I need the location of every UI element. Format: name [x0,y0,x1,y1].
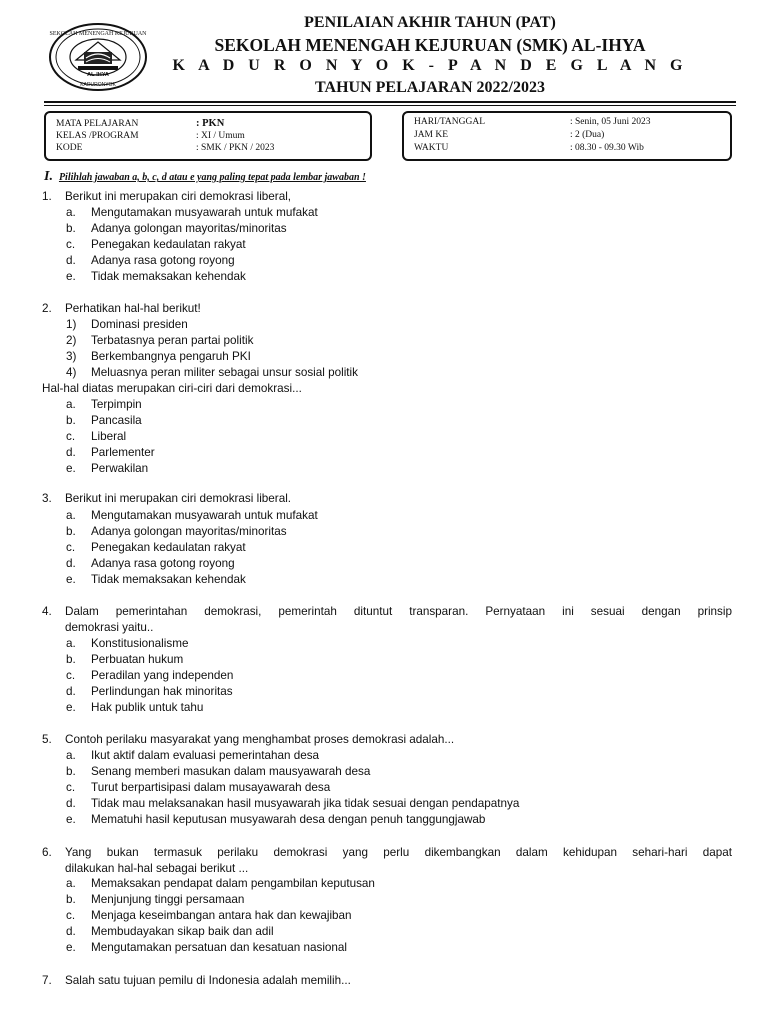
question-number: 5. [42,733,52,746]
logo-ring-text: SEKOLAH MENENGAH KEJURUAN [49,31,147,37]
option-label: d. [66,797,76,810]
option-text: Perlindungan hak minoritas [91,685,233,698]
option-text: Hak publik untuk tahu [91,701,204,714]
option-label: c. [66,781,76,794]
header-rule-thin [44,105,736,106]
option-label: a. [66,398,76,411]
option-text: Turut berpartisipasi dalam musayawarah desa [91,781,331,794]
question-number: 3. [42,492,52,505]
option-text: Adanya rasa gotong royong [91,254,235,267]
option-text: Menjaga keseimbangan antara hak dan kewajiban [91,909,352,922]
header-title-line4: TAHUN PELAJARAN 2022/2023 [315,79,545,96]
info-row [414,130,605,140]
question-text: Dalam pemerintahan demokrasi, pemerintah dituntut transparan. Pernyataan ini sesuai dengan prinsip [65,605,732,618]
option-label: e. [66,941,76,954]
question-text: Salah satu tujuan pemilu di Indonesia adalah memilih... [65,974,351,987]
statement-item [66,317,188,333]
question-number: 4. [42,605,52,618]
option-label: d. [66,685,76,698]
option-text: Tidak memaksakan kehendak [91,270,246,283]
info-label: JAM KE [414,130,449,140]
option [66,892,244,908]
logo-name: AL-IHYA [87,72,109,78]
option [66,572,246,588]
info-row [56,131,245,141]
option [66,397,142,413]
info-value: : SMK / PKN / 2023 [196,143,275,153]
question-text: demokrasi yaitu.. [65,621,154,634]
info-label: KODE [56,143,83,153]
question-number: 7. [42,974,52,987]
option-label: d. [66,254,76,267]
instruction-text: Pilihlah jawaban a, b, c, d atau e yang paling tepat pada lembar jawaban ! [58,172,366,183]
question-text: Berikut ini merupakan ciri demokrasi liberal. [65,492,292,505]
info-label: HARI/TANGGAL [414,117,486,127]
option-label: b. [66,765,76,778]
option-text: Konstitusionalisme [91,637,189,650]
option [66,636,188,652]
info-row [414,143,644,153]
option-label: e. [66,270,76,283]
option-label: a. [66,877,76,890]
option [66,540,246,556]
option [66,429,126,445]
info-label: MATA PELAJARAN [56,119,139,129]
logo-place: KADURONYOK [80,82,116,88]
item-text: Berkembangnya pengaruh PKI [91,350,251,363]
option-text: Membudayakan sikap baik dan adil [91,925,274,938]
option [66,748,319,764]
option-text: Pancasila [91,414,142,427]
option [66,764,370,780]
header-title-line3: K A D U R O N Y O K - P A N D E G L A N G [172,57,688,74]
option [66,556,235,572]
exam-info-box-right [402,111,732,161]
option [66,221,287,237]
option [66,700,203,716]
option [66,524,287,540]
option [66,205,318,221]
question-text: Berikut ini merupakan ciri demokrasi liberal, [65,190,292,203]
item-label: 3) [66,350,77,363]
option-label: c. [66,669,76,682]
instruction [44,167,366,185]
option-text: Penegakan kedaulatan rakyat [91,238,246,251]
statement-item [66,333,253,349]
option-label: c. [66,238,76,251]
option-label: c. [66,541,76,554]
question-number: 1. [42,190,52,203]
option [66,413,142,429]
item-text: Meluasnya peran militer sebagai unsur sosial politik [91,366,358,379]
option [66,796,519,812]
option-text: Liberal [91,430,127,443]
option [66,461,148,477]
option-label: a. [66,637,76,650]
info-row [56,118,225,129]
option [66,876,375,892]
option-text: Mematuhi hasil keputusan musyawarah desa dengan penuh tanggungjawab [91,813,486,826]
option-text: Perbuatan hukum [91,653,184,666]
option [66,684,233,700]
option [66,652,183,668]
question-prompt: Hal-hal diatas merupakan ciri-ciri dari demokrasi... [42,382,302,395]
option [66,812,485,828]
option-label: d. [66,557,76,570]
option [66,668,233,684]
option-label: e. [66,573,76,586]
option [66,924,274,940]
item-label: 4) [66,366,77,379]
option-text: Parlementer [91,446,155,459]
info-value: : 08.30 - 09.30 Wib [570,143,644,153]
option [66,908,352,924]
option-text: Ikut aktif dalam evaluasi pemerintahan desa [91,749,320,762]
option [66,508,318,524]
question-number: 2. [42,302,52,315]
option-label: e. [66,813,76,826]
question-number: 6. [42,846,52,859]
option [66,237,246,253]
info-row [56,143,275,153]
statement-item [66,349,251,365]
info-label: KELAS /PROGRAM [56,131,139,141]
school-logo [48,22,148,92]
option-label: b. [66,222,76,235]
info-value: : Senin, 05 Juni 2023 [570,117,651,127]
option-text: Mengutamakan musyawarah untuk mufakat [91,206,318,219]
option-label: e. [66,701,76,714]
option-label: a. [66,509,76,522]
option-text: Penegakan kedaulatan rakyat [91,541,246,554]
option-text: Senang memberi masukan dalam mausyawarah desa [91,765,371,778]
option-text: Tidak mau melaksanakan hasil musyawarah jika tidak sesuai dengan pendapatnya [91,797,520,810]
info-value: : PKN [196,118,225,129]
option-label: a. [66,749,76,762]
item-label: 1) [66,318,77,331]
option-label: b. [66,414,76,427]
option-text: Terpimpin [91,398,142,411]
option-label: d. [66,446,76,459]
option-text: Memaksakan pendapat dalam pengambilan keputusan [91,877,375,890]
option-text: Mengutamakan persatuan dan kesatuan nasional [91,941,348,954]
statement-item [66,365,358,381]
question-text: Contoh perilaku masyarakat yang menghambat proses demokrasi adalah... [65,733,455,746]
item-text: Dominasi presiden [91,318,188,331]
option [66,780,330,796]
option-text: Mengutamakan musyawarah untuk mufakat [91,509,318,522]
option-text: Peradilan yang independen [91,669,234,682]
option [66,940,347,956]
info-row [414,117,651,127]
option-label: d. [66,925,76,938]
question-text: dilakukan hal-hal sebagai berikut ... [65,862,249,875]
option-label: a. [66,206,76,219]
option-label: b. [66,525,76,538]
option-label: e. [66,462,76,475]
option-label: b. [66,653,76,666]
item-text: Terbatasnya peran partai politik [91,334,254,347]
info-value: : 2 (Dua) [570,130,605,140]
option [66,253,235,269]
header-rule-thick [44,101,736,103]
option-label: c. [66,430,76,443]
option [66,269,246,285]
option-text: Menjunjung tinggi persamaan [91,893,245,906]
info-label: WAKTU [414,143,449,153]
option-text: Tidak memaksakan kehendak [91,573,246,586]
option-text: Adanya golongan mayoritas/minoritas [91,525,287,538]
option [66,445,155,461]
option-label: c. [66,909,76,922]
question-text: Yang bukan termasuk perilaku demokrasi yang perlu dikembangkan dalam kehidupan sehari-hari dapat [65,846,732,859]
item-label: 2) [66,334,77,347]
option-text: Adanya rasa gotong royong [91,557,235,570]
exam-info-box-left [44,111,372,161]
option-text: Perwakilan [91,462,149,475]
header-title-line2: SEKOLAH MENENGAH KEJURUAN (SMK) AL-IHYA [214,35,646,55]
section-number: I. [44,169,53,184]
header-title-line1: PENILAIAN AKHIR TAHUN (PAT) [304,14,556,31]
question-text: Perhatikan hal-hal berikut! [65,302,201,315]
info-value: : XI / Umum [196,131,245,141]
option-label: b. [66,893,76,906]
option-text: Adanya golongan mayoritas/minoritas [91,222,287,235]
